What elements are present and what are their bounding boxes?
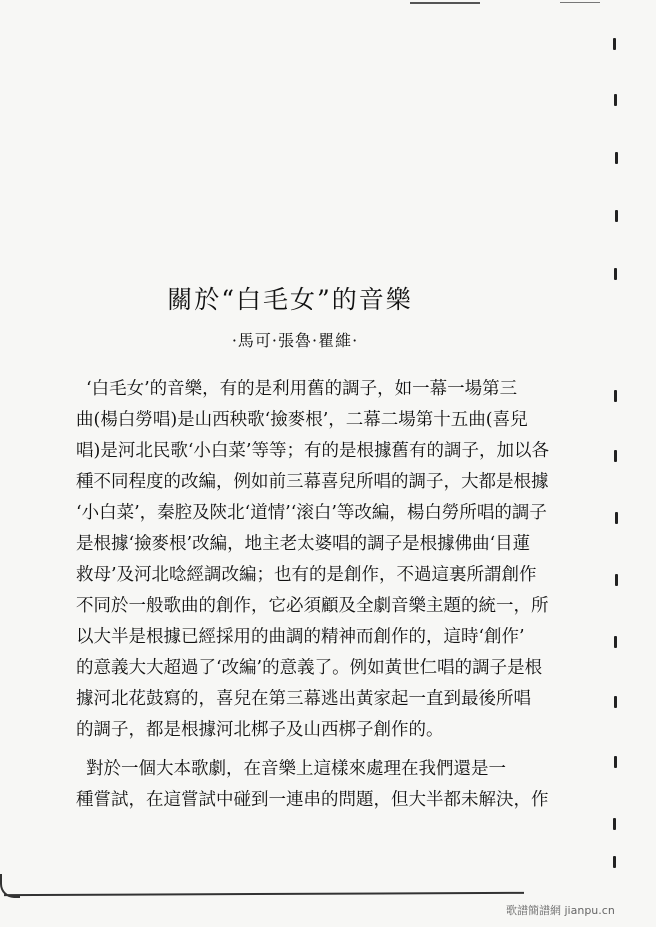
article-title: 關於“白毛女”的音樂	[167, 285, 413, 314]
top-rule-short	[560, 2, 600, 3]
text-line: ‘小白菜’，秦腔及陝北‘道情’‘滚白’等改編，楊白勞所唱的調子	[76, 503, 547, 523]
binding-mark	[614, 268, 617, 280]
paragraph	[76, 374, 556, 746]
text-line: ‘白毛女’的音樂，有的是利用舊的調子，如一幕一場第三	[86, 379, 518, 399]
bottom-rule	[4, 892, 524, 896]
text-line: 的調子，都是根據河北梆子及山西梆子創作的。	[76, 720, 444, 740]
text-line: 對於一個大本歌劇，在音樂上這樣來處理在我們還是一	[86, 759, 506, 779]
binding-mark	[614, 450, 617, 462]
binding-mark	[615, 574, 618, 586]
binding-mark	[615, 512, 618, 524]
binding-mark	[614, 696, 617, 708]
binding-mark	[614, 756, 617, 768]
paragraph	[76, 754, 556, 816]
binding-mark	[613, 818, 616, 830]
binding-mark	[613, 856, 616, 868]
text-line: 種嘗試，在這嘗試中碰到一連串的問題，但大半都未解決，作	[76, 790, 549, 810]
watermark-text: 歌譜簡譜網 jianpu.cn	[506, 904, 615, 917]
text-line: 唱)是河北民歌‘小白菜’等等；有的是根據舊有的調子，加以各	[76, 441, 549, 461]
text-line: 據河北花鼓寫的，喜兒在第三幕逃出黃家起一直到最後所唱	[76, 689, 531, 709]
text-line: 以大半是根據已經採用的曲調的精神而創作的，這時‘創作’	[76, 627, 525, 647]
binding-mark	[615, 210, 618, 222]
text-line: 是根據‘撿麥根’改編，地主老太婆唱的調子是根據佛曲‘目蓮	[76, 534, 531, 554]
binding-mark	[614, 390, 617, 402]
binding-mark	[615, 152, 618, 164]
text-line: 不同於一般歌曲的創作，它必須顧及全劇音樂主題的統一，所	[76, 596, 549, 616]
binding-mark	[614, 94, 617, 106]
article-body	[76, 374, 556, 816]
top-rule	[410, 2, 480, 4]
binding-mark	[613, 38, 616, 50]
text-line: 的意義大大超過了‘改編’的意義了。例如黃世仁唱的調子是根	[76, 658, 543, 678]
text-line: 曲(楊白勞唱)是山西秧歌‘撿麥根’，二幕二場第十五曲(喜兒	[76, 410, 528, 430]
text-line: 救母’及河北唸經調改編；也有的是創作，不過這裏所謂創作	[76, 565, 537, 585]
text-line: 種不同程度的改編，例如前三幕喜兒所唱的調子，大都是根據	[76, 472, 549, 492]
article-authors: ·馬可·張魯·瞿維·	[231, 331, 359, 350]
binding-mark	[614, 636, 617, 648]
